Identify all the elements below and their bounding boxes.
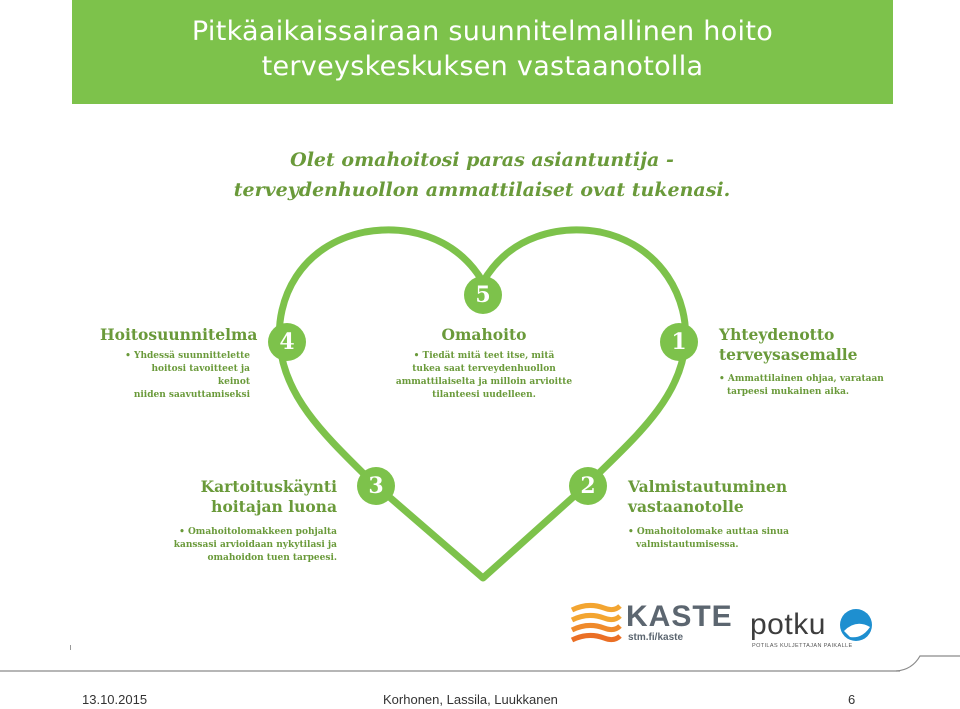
step-4-title	[100, 325, 257, 345]
step-1-title-line: Yhteydenotto	[719, 325, 835, 344]
step-3-title	[195, 477, 337, 517]
step-1-number: 1	[671, 329, 687, 355]
step-2-title-line: vastaanotolle	[628, 497, 744, 516]
step-5-title	[434, 325, 534, 345]
step-2-title-line: Valmistautuminen	[628, 477, 788, 496]
step-2-number: 2	[580, 473, 596, 499]
step-5-desc-line: tilanteesi uudelleen.	[432, 390, 536, 400]
step-2-description	[628, 526, 798, 552]
potku-tagline: POTILAS KULJETTAJAN PAIKALLE	[752, 643, 853, 649]
step-2-title	[628, 477, 787, 517]
step-5-desc-line: ammattilaiselta ja milloin arvioitte	[395, 377, 573, 387]
step-4-number: 4	[279, 329, 295, 355]
step-3-desc-line: omahoidon tuen tarpeesi.	[207, 553, 337, 563]
step-4-desc-line: • Yhdessä suunnittelette	[125, 351, 250, 361]
step-1-desc-line: • Ammattilainen ohjaa, varataan	[719, 374, 884, 384]
step-5-desc-line: • Tiedät mitä teet itse, mitä	[413, 351, 555, 361]
potku-wordmark: potku	[750, 608, 826, 641]
step-4-title-line: Hoitosuunnitelma	[100, 325, 258, 344]
title-line-1: Pitkäaikaissairaan suunnitelmallinen hoito	[191, 16, 774, 47]
kaste-url: stm.fi/kaste	[628, 632, 684, 643]
potku-ball-icon	[836, 605, 876, 645]
step-5-desc-line: tukea saat terveydenhuollon	[412, 364, 556, 374]
footer-page-number: 6	[848, 692, 856, 707]
step-3-desc-line: kanssasi arvioidaan nykytilasi ja	[173, 540, 337, 550]
step-4-desc-line: niiden saavuttamiseksi	[133, 390, 250, 400]
step-1-desc-line: tarpeesi mukainen aika.	[727, 387, 850, 397]
kaste-wordmark: KASTE	[626, 600, 733, 633]
small-tick-mark	[70, 645, 71, 650]
step-4-desc-line: hoitosi tavoitteet ja keinot	[151, 364, 250, 387]
step-3-desc-line: • Omahoitolomakkeen pohjalta	[179, 527, 337, 537]
step-1-title-line: terveysasemalle	[719, 345, 858, 364]
step-2-desc-line: • Omahoitolomake auttaa sinua	[628, 527, 789, 537]
step-5-title-line: Omahoito	[441, 325, 527, 344]
subtitle-line-2: terveydenhuollon ammattilaiset ovat tukenasi.	[233, 179, 731, 201]
footer-date: 13.10.2015	[82, 692, 148, 707]
title-line-2: terveyskeskuksen vastaanotolla	[261, 51, 704, 82]
step-5-description	[392, 350, 576, 402]
step-3-number: 3	[368, 473, 384, 499]
footer-authors: Korhonen, Lassila, Luukkanen	[383, 692, 558, 707]
subtitle-line-1: Olet omahoitosi paras asiantuntija -	[290, 149, 674, 171]
footer-divider	[0, 650, 960, 674]
step-3-description	[170, 526, 337, 565]
step-1-description	[719, 373, 889, 399]
step-2-desc-line: valmistautumisessa.	[636, 540, 739, 550]
step-3-title-line: hoitajan luona	[211, 497, 337, 516]
step-3-title-line: Kartoituskäynti	[200, 477, 337, 496]
kaste-logo	[570, 600, 733, 652]
step-4-description	[118, 350, 250, 402]
step-5-number: 5	[475, 282, 491, 308]
kaste-flame-icon	[570, 602, 622, 650]
step-1-title	[719, 325, 858, 365]
potku-logo	[750, 603, 880, 653]
